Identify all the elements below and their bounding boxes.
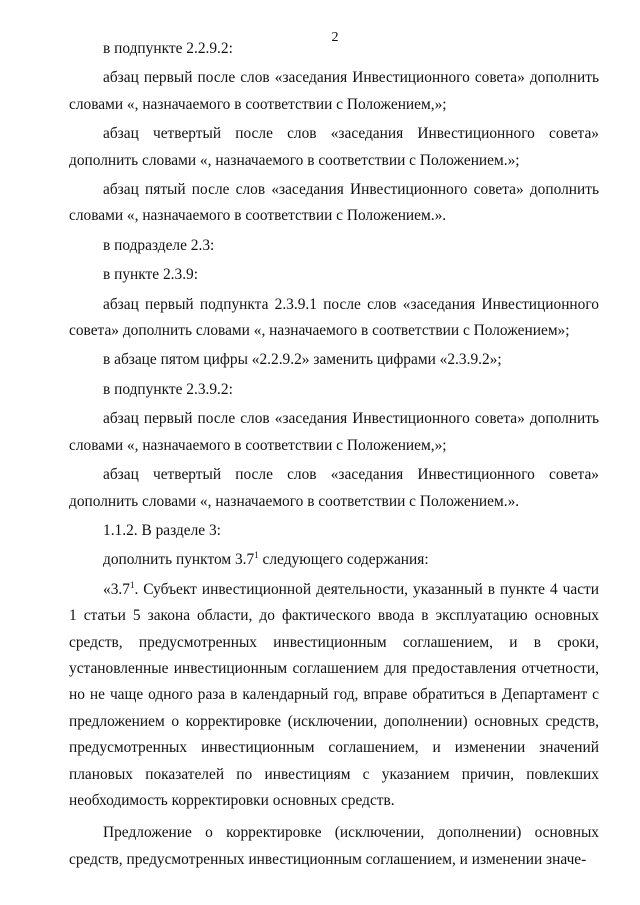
paragraph-10: абзац первый после слов «заседания Инвестиционного совета» дополнить словами «, назначаемого в соответствии с Положением,»; xyxy=(69,410,599,454)
paragraph-7: абзац первый подпункта 2.3.9.1 после слов «заседания Инвестиционного совета» дополнить словами «, назначаемого в соответствии с Положением»; xyxy=(69,295,599,340)
paragraph-9: в подпункте 2.3.9.2: xyxy=(103,380,233,398)
clause-text: . Субъект инвестиционной деятельности, указанный в пункте 4 части 1 статьи 5 закона области, до фактического ввода в эксплуатацию основных средств, предусмотренных инвестиционным соглашением, и в сроки, установленные инвестиционным соглашением для предоставления отчетности, но не чаще одного раза в календарный год, вправе обратиться в Департамент с предложением о корректировке (исключении, дополнении) основных средств, предусмотренных инвестиционным соглашением, и изменении значений плановых показателей по инвестициям с указанием причин, повлекших необходимость корректировки основных средств. xyxy=(69,580,599,809)
paragraph-14-quoted-clause xyxy=(69,577,599,815)
section-heading: 1.1.2. В разделе 3: xyxy=(103,521,221,539)
paragraph-6: в пункте 2.3.9: xyxy=(103,266,199,284)
paragraph-13-text-end: следующего содержания: xyxy=(258,551,429,569)
paragraph-13 xyxy=(69,547,599,573)
paragraph-5: в подразделе 2.3: xyxy=(103,236,215,254)
paragraph-3: абзац четвертый после слов «заседания Инвестиционного совета» дополнить словами «, назначаемого в соответствии с Положением.»; xyxy=(69,125,599,169)
clause-number: «3.7 xyxy=(103,580,130,598)
paragraph-4: абзац пятый после слов «заседания Инвестиционного совета» дополнить словами «, назначаемого в соответствии с Положением.». xyxy=(69,181,599,225)
superscript-mark: 1 xyxy=(254,550,259,561)
paragraph-2: абзац первый после слов «заседания Инвестиционного совета» дополнить словами «, назначаемого в соответствии с Положением,»; xyxy=(69,69,599,113)
page-number: 2 xyxy=(331,30,339,45)
paragraph-15: Предложение о корректировке (исключении, дополнении) основных средств, предусмотренных инвестиционным соглашением, и изменении значе- xyxy=(69,824,599,868)
document-body xyxy=(69,36,599,873)
superscript-mark: 1 xyxy=(129,579,135,590)
paragraph-11: абзац четвертый после слов «заседания Инвестиционного совета» дополнить словами «, назначаемого в соответствии с Положением.». xyxy=(69,466,599,510)
paragraph-8: в абзаце пятом цифры «2.2.9.2» заменить цифрами «2.3.9.2»; xyxy=(103,351,502,369)
paragraph-1: в подпункте 2.2.9.2: xyxy=(103,40,233,57)
paragraph-13-text: дополнить пунктом 3.7 xyxy=(103,551,255,569)
